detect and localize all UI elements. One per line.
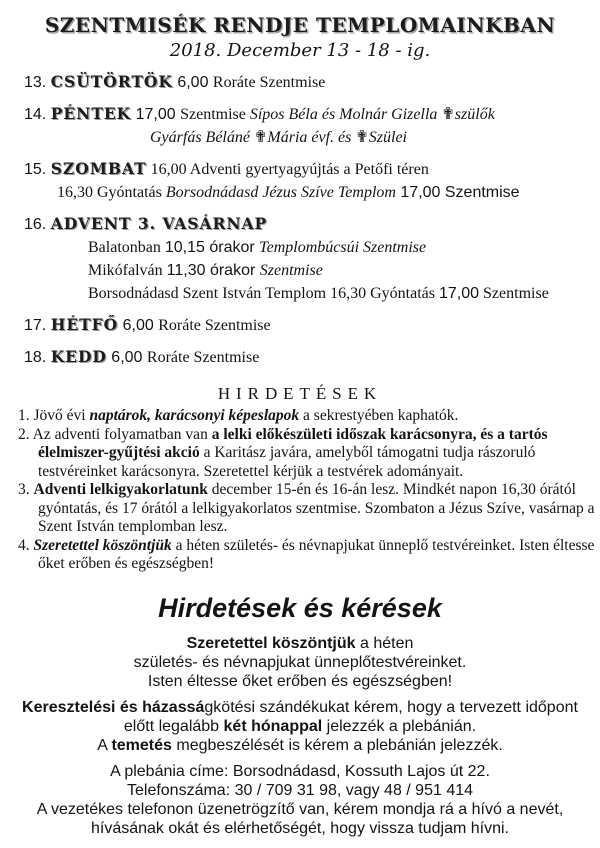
schedule-line xyxy=(24,212,600,236)
mass-text: Templombúcsúi Szentmise xyxy=(259,239,427,256)
day-name: SZOMBAT xyxy=(50,159,147,178)
page-subtitle: 2018. December 13 - 18 - ig. xyxy=(169,40,431,61)
sacrament-emphasis: temetés xyxy=(111,736,172,754)
mass-text: Szentmise xyxy=(180,106,250,123)
mass-text: Szentmise xyxy=(479,285,549,302)
schedule-line xyxy=(24,102,600,126)
mass-time: 17,00 xyxy=(438,285,480,302)
schedule-line-13 xyxy=(24,70,600,94)
day-name: HÉTFŐ xyxy=(50,315,119,334)
paragraph-line xyxy=(0,736,600,755)
mass-text: Szentmise xyxy=(259,262,323,279)
paragraph-line xyxy=(0,717,600,736)
sacrament-text: megbeszélését is kérem a plebánián jelezzék. xyxy=(171,736,503,754)
day-name: CSÜTÖRTÖK xyxy=(50,72,173,91)
sacrament-emphasis: Keresztelési és házassá xyxy=(22,698,205,716)
announcement-text: a Karitász javára, amelyből támogatni tudja rászoruló testvéreinket karácsonyra. Szeretettel kérjük a testvérek adományait. xyxy=(38,444,536,480)
announcement-text: december 15-én és 16-án lesz. Mindkét napon 16,30 órától gyóntatás, és 17 órától a lelkigyakorlatos szentmise. Szombaton a Jézus Szíve, vasárnap a Szent István templomban lesz. xyxy=(38,481,595,535)
paragraph-line: hívásának okát és elérhetőségét, hogy vissza tudjam hívni. xyxy=(90,819,509,837)
announcement-text: 3. xyxy=(18,481,34,498)
day-number: 15. xyxy=(24,161,51,178)
schedule-line xyxy=(88,236,600,259)
mass-time: 17,00 xyxy=(131,106,181,123)
mass-text: Roráte Szentmise xyxy=(146,349,260,366)
announcement-text: a héten születés- és névnapjukat ünneplő testvéreinket. Isten éltesse őket erőben és egészségben! xyxy=(38,536,595,572)
mass-time: 17,00 Szentmise xyxy=(395,184,520,201)
paragraph-line: Isten éltesse őket erőben és egészségben! xyxy=(147,672,453,690)
schedule-item-16 xyxy=(0,212,600,305)
mass-schedule xyxy=(0,70,600,369)
schedule-line xyxy=(57,181,600,204)
sacrament-emphasis: két hónappal xyxy=(223,717,323,735)
mass-time: 6,00 xyxy=(106,349,147,366)
mass-time: 11,30 órakor xyxy=(166,262,260,279)
mass-text: Roráte Szentmise xyxy=(158,317,271,334)
schedule-item-15 xyxy=(0,157,600,204)
announcement-item-4 xyxy=(18,537,596,574)
day-number: 17. xyxy=(24,317,51,334)
schedule-item-14 xyxy=(0,102,600,149)
day-number: 13. xyxy=(24,74,51,91)
place-name: Balatonban xyxy=(88,239,165,256)
greeting-text: a héten xyxy=(355,634,414,652)
announcement-emphasis: Adventi lelkigyakorlatunk xyxy=(33,481,208,498)
mass-text: 16,00 Adventi gyertyagyújtás a Petőfi téren xyxy=(146,161,429,178)
greeting-paragraph xyxy=(0,634,600,691)
schedule-line-17 xyxy=(24,313,600,337)
paragraph-line xyxy=(0,634,600,653)
day-name: KEDD xyxy=(50,347,107,366)
contact-paragraph xyxy=(0,762,600,838)
parish-phone: Telefonszáma: 30 / 709 31 98, vagy 48 / 951 414 xyxy=(126,781,474,799)
sacraments-paragraph xyxy=(0,698,600,755)
announcement-text: 1. Jövő évi xyxy=(18,407,90,424)
sacrament-text: jelezzék a plebánián. xyxy=(322,717,477,735)
mass-time: 6,00 xyxy=(172,74,213,91)
announcement-text: 2. Az adventi folyamatban van xyxy=(18,425,212,443)
page-title: SZENTMISÉK RENDJE TEMPLOMAINKBAN xyxy=(44,13,556,37)
mass-time: 6,00 xyxy=(118,317,159,334)
announcements-heading: HIRDETÉSEK xyxy=(217,384,383,403)
announcement-text: a sekrestyében kaphatók. xyxy=(299,407,459,424)
day-number: 18. xyxy=(24,349,51,366)
day-number: 16. xyxy=(24,216,51,233)
announcement-item-3 xyxy=(18,481,596,537)
announcement-text: 4. xyxy=(18,536,34,554)
intention-names: Sípos Béla és Molnár Gizella ✟szülők xyxy=(249,106,495,123)
announcement-item-2 xyxy=(18,426,596,482)
greeting-emphasis: Szeretettel köszöntjük xyxy=(186,634,356,652)
schedule-line-18 xyxy=(24,345,600,369)
place-name: Borsodnádasd Szent István Templom 16,30 Gyóntatás xyxy=(88,285,439,302)
announcement-emphasis: naptárok, karácsonyi képeslapok xyxy=(89,407,300,424)
announcement-emphasis: Szeretettel köszöntjük xyxy=(33,536,172,554)
paragraph-line: születés- és névnapjukat ünneplőtestvéreinket. xyxy=(133,653,467,671)
sacrament-text: előtt legalább xyxy=(123,717,224,735)
schedule-line xyxy=(88,259,600,282)
day-name: PÉNTEK xyxy=(50,104,132,123)
church-name: Borsodnádasd Jézus Szíve Templom xyxy=(165,184,396,201)
mass-time: 10,15 órakor xyxy=(164,239,260,256)
paragraph-line xyxy=(0,698,600,717)
place-name: Mikófalván xyxy=(88,262,167,279)
announcements-list xyxy=(18,407,596,574)
paragraph-line: A vezetékes telefonon üzenetrögzítő van, kérem mondja rá a hívó a nevét, xyxy=(36,800,564,818)
announcement-emphasis: a lelki előkészületi időszak karácsonyra, és a tartós élelmiszer-gyűjtési akció xyxy=(38,425,548,461)
sacrament-text: A xyxy=(97,736,112,754)
mass-text: 16,30 Gyóntatás xyxy=(57,184,166,201)
day-number: 14. xyxy=(24,106,51,123)
intention-names: Gyárfás Béláné ✟Mária évf. és ✟Szülei xyxy=(150,129,407,146)
schedule-line xyxy=(150,126,600,149)
schedule-line xyxy=(88,282,600,305)
mass-text: Roráte Szentmise xyxy=(212,74,326,91)
parish-address: A plebánia címe: Borsodnádasd, Kossuth Lajos út 22. xyxy=(110,762,490,780)
sacrament-text: gkötési szándékukat kérem, hogy a tervezett időpont xyxy=(204,698,578,716)
section-heading: Hirdetések és kérések xyxy=(158,592,442,623)
schedule-line xyxy=(24,157,600,181)
day-name: ADVENT 3. VASÁRNAP xyxy=(50,214,268,233)
announcement-item-1 xyxy=(18,407,596,426)
